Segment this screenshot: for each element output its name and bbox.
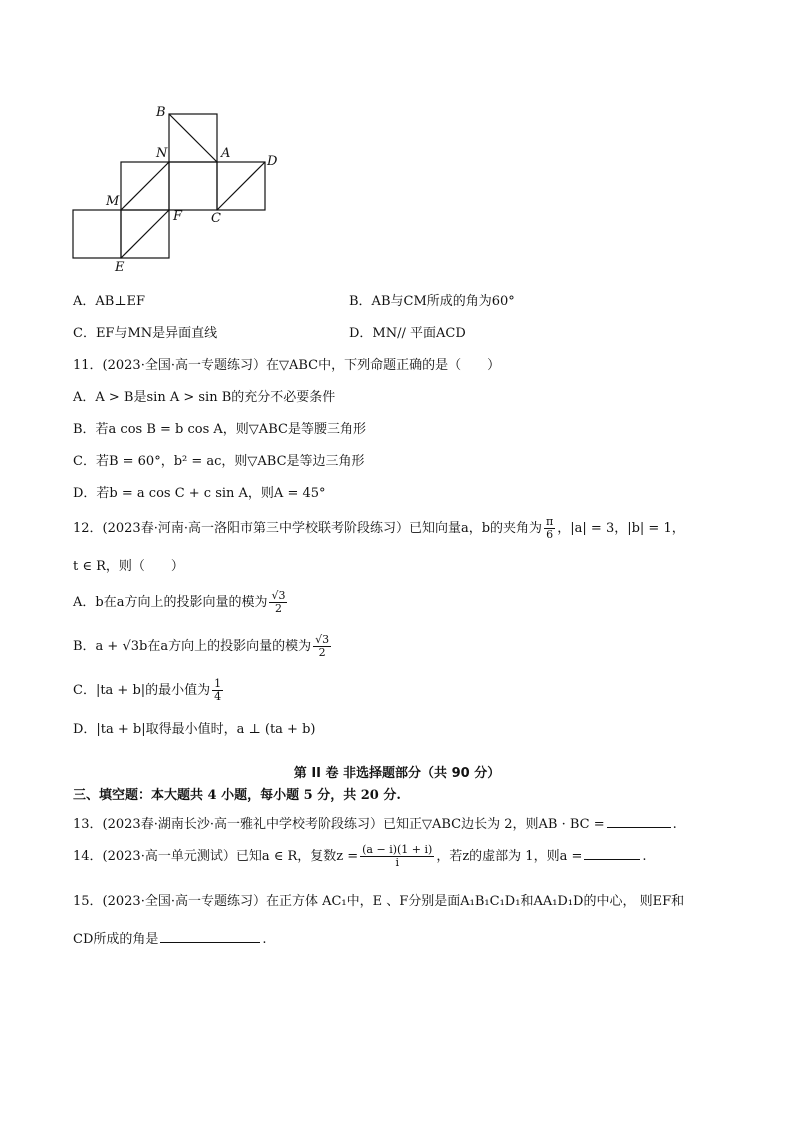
q14-denominator: i: [395, 856, 399, 870]
q10-option-b: B．AB与CM所成的角为60°: [349, 294, 515, 309]
q13-answer-blank: [607, 815, 671, 828]
q12-option-b-fraction: [313, 634, 331, 659]
q11-option-a: A．A > B是sin A > sin B的充分不必要条件: [73, 390, 336, 405]
q12-angle-fraction: [544, 516, 555, 541]
fill-in-section-heading: 三、填空题：本大题共 4 小题，每小题 5 分，共 20 分.: [73, 788, 401, 803]
q14-answer-blank: [584, 847, 640, 860]
point-label-M: M: [106, 194, 120, 209]
q13-end: .: [672, 817, 677, 832]
point-label-E: E: [115, 260, 125, 275]
net-square-bottom-1: [73, 210, 121, 258]
point-label-D: D: [267, 154, 278, 169]
q12-option-a-fraction: [269, 590, 287, 615]
q12-option-a-denominator: 2: [274, 602, 282, 616]
q14: [73, 844, 647, 869]
q12-option-c: [73, 678, 225, 703]
q12-option-b-denominator: 2: [318, 646, 326, 660]
q12-option-c-fraction: [212, 678, 223, 703]
q12-option-b: [73, 634, 333, 659]
cube-net-figure: [60, 100, 300, 280]
point-label-F: F: [173, 209, 183, 224]
q12-stem-line2: t ∈ R，则（ ）: [73, 559, 184, 574]
diagonal-CD: [217, 162, 265, 210]
q10-option-a: A．AB⊥EF: [73, 294, 146, 309]
q12-stem: [73, 516, 685, 541]
q15-end: .: [262, 932, 267, 947]
q10-option-d: D．MN// 平面ACD: [349, 326, 466, 341]
q12-option-a-numerator: √3: [271, 589, 286, 602]
q14-numerator: (a − i)(1 + i): [362, 843, 433, 856]
q14-text-post: ，若z的虚部为 1，则a =: [436, 849, 583, 865]
cube-net-diagram: [60, 100, 300, 280]
q11-stem: 11．(2023·全国·高一专题练习）在▽ABC中，下列命题正确的是（ ）: [73, 358, 501, 373]
q12-option-c-numerator: 1: [214, 677, 222, 690]
q14-end: .: [642, 849, 647, 865]
q14-text-pre: 14．(2023·高一单元测试）已知a ∈ R，复数z =: [73, 849, 359, 865]
q12-option-a-text: A．b在a方向上的投影向量的模为: [73, 595, 268, 611]
q11-option-b: B．若a cos B = b cos A，则▽ABC是等腰三角形: [73, 422, 366, 437]
point-label-A: A: [221, 146, 231, 161]
point-label-B: B: [156, 105, 166, 120]
q15-answer-blank: [160, 930, 260, 943]
q12-stem-part-b: ，|a| = 3，|b| = 1，: [557, 521, 685, 537]
q13: [73, 815, 677, 833]
q13-text: 13．(2023春·湖南长沙·高一雅礼中学校考阶段练习）已知正▽ABC边长为 2，则AB · BC =: [73, 817, 605, 832]
q12-option-a: [73, 590, 289, 615]
q12-angle-numerator: π: [546, 515, 554, 528]
q15-line2: [73, 930, 267, 948]
q12-option-c-text: C．|ta + b|的最小值为: [73, 683, 211, 699]
q11-option-d: D．若b = a cos C + c sin A，则A = 45°: [73, 486, 326, 501]
q11-option-c: C．若B = 60°，b² = ac，则▽ABC是等边三角形: [73, 454, 365, 469]
q12-option-b-numerator: √3: [315, 633, 330, 646]
part2-title: 第 II 卷 非选择题部分（共 90 分）: [293, 766, 501, 781]
q12-option-d: D．|ta + b|取得最小值时，a ⊥ (ta + b): [73, 722, 316, 737]
point-label-C: C: [211, 211, 221, 226]
diagonal-BA: [169, 114, 217, 162]
q15-text: CD所成的角是: [73, 932, 159, 947]
q12-option-b-text: B．a + √3b在a方向上的投影向量的模为: [73, 639, 312, 655]
q10-option-c: C．EF与MN是异面直线: [73, 326, 218, 341]
q12-stem-part-a: 12．(2023春·河南·高一洛阳市第三中学校联考阶段练习）已知向量a，b的夹角为: [73, 521, 543, 537]
diagonal-MN: [121, 162, 169, 210]
diagonal-EF: [121, 210, 169, 258]
q15-line1: 15．(2023·全国·高一专题练习）在正方体 AC₁中，E 、F分别是面A₁B₁C₁D₁和AA₁D₁D的中心， 则EF和: [73, 894, 685, 909]
net-square-mid-2: [169, 162, 217, 210]
q14-fraction: [360, 844, 434, 869]
q12-option-c-denominator: 4: [214, 690, 222, 704]
q12-angle-denominator: 6: [546, 528, 554, 542]
point-label-N: N: [156, 146, 168, 161]
